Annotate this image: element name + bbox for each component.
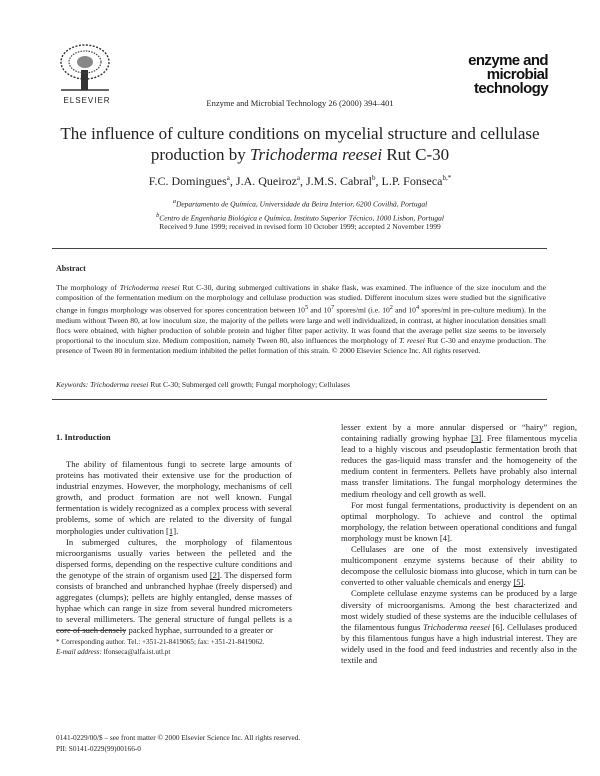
affiliation-b: [0, 210, 600, 224]
para-text: .: [523, 577, 526, 588]
para-text: The ability of filamentous fungi to secrete large amounts of proteins has motivated their extensive use for the production of industrial enzymes. However, the morphology, mechanisms of cell growth, and product formation are not well known. Fungal fermentation is widely recognized as a complex process with several problems, some of which are related to the diversity of fungal morphologies under cultivation: [56, 459, 293, 536]
para-text: . Free filamentous mycelia lead to a highly viscous and pseudoplastic fermentation broth that reduces the gas-liquid mass transfer and the homogeneity of the medium content in fermenters. Pellets have probably also internal mass transfer limitations. The fungal morphology determines the medium rheology and cell growth as well.: [341, 433, 578, 499]
brand-line-1: enzyme and: [468, 52, 548, 69]
title-line-1: The influence of culture conditions on mycelial structure and cellulase: [60, 124, 540, 143]
abs-text: spores/ml in pre-culture medium). In the medium without Tween 80, at low inoculum size, the majority of the pellets were large and well individualized, in contrast, at higher inoculation densities small flocs were obtained, with higher production of soluble protein and higher filter paper activity. It was found that the average pellet size seems to be inversely proportional to the inoculum size. Medium composition, namely Tween 80, also influences the morphology of: [56, 305, 546, 345]
author-4-affil: b,*: [442, 174, 452, 182]
title-strain: Rut C-30: [382, 145, 450, 164]
title-species: Trichoderma reesei: [250, 145, 383, 164]
elsevier-tree-logo: [55, 42, 115, 94]
para-text: .: [176, 525, 179, 536]
brand-line-2: microbial: [486, 66, 548, 83]
abs-exp: 5: [304, 304, 309, 311]
para-text: Complete cellulase enzyme systems can be produced by a large diversity of microorganisms. Among the best characterized and most widely studied of these systems are the inducible cellulases of the filamentous fungus: [341, 588, 577, 632]
abs-text: spores/ml (i.e. 10: [334, 305, 390, 315]
article-title: [50, 123, 550, 165]
publisher-name: ELSEVIER: [63, 96, 111, 105]
abs-exp: 2: [389, 304, 393, 311]
column-left: [56, 459, 292, 637]
divider-top: [52, 248, 547, 249]
affil-b-text: Centro de Engenharia Biológica e Química, Instituto Superior Técnico, 1000 Lisbon, Portugal: [159, 213, 444, 222]
section-heading: 1. Introduction: [56, 432, 111, 442]
email-line: [56, 647, 292, 657]
para-text: In submerged cultures, the morphology of filamentous microorganisms usually varies between the pelleted and the dispersed forms, depending on the respective culture conditions and the genotype of the strain of organism used: [56, 536, 292, 580]
author-1-affil: a: [226, 174, 230, 182]
abs-text: Rut C-30 and enzyme production. The presence of Tween 80 in fermentation medium inhibited the pellet formation of this strain. © 2000 Elsevier Science Inc. All rights reserved.: [56, 335, 546, 355]
para-text: . The dispersed form consists of branched and unbranched hyphae (freely dispersed) and aggregates (clumps); pellets are highly entangled, dense masses of hyphae which can range in size from several hundred micrometers to several millimeters. The general structure of fungal pellets is a core of such densely packed hyphae, surrounded to a greater or: [56, 569, 292, 636]
keywords-list: Rut C-30; Submerged cell growth; Fungal morphology; Cellulases: [148, 380, 350, 389]
abstract-body: [56, 283, 546, 356]
column-right: [341, 422, 577, 666]
para-text: [6]. Cellulases produced by this filamentous fungus have a high industrial interest. They are widely used in the food and feed industries and recently also in the textile and: [341, 621, 577, 665]
copyright-line: 0141-0229/00/$ – see front matter © 2000 Elsevier Science Inc. All rights reserved.: [56, 733, 301, 742]
page-footer: [56, 733, 300, 754]
paragraph: [341, 422, 577, 500]
abs-species: T. reesei: [399, 335, 425, 345]
abs-text: The morphology of: [56, 283, 120, 292]
paragraph: [56, 459, 292, 537]
divider-bottom: [52, 399, 547, 400]
author-4: , L.P. Fonseca: [375, 174, 443, 188]
reference-link[interactable]: [3]: [471, 433, 482, 444]
reference-link[interactable]: [1]: [166, 525, 177, 536]
corresponding-author: * Corresponding author. Tel.: +351-21-8419065; fax: +351-21-8419062.: [56, 638, 265, 646]
paragraph: [341, 588, 577, 666]
paragraph: [341, 544, 577, 588]
author-3: , J.M.S. Cabral: [300, 174, 372, 188]
journal-citation: Enzyme and Microbial Technology 26 (2000) 394–401: [206, 98, 394, 108]
author-2-affil: a: [296, 174, 300, 182]
journal-brand-logo: [468, 54, 548, 96]
abs-text: and 10: [392, 305, 416, 315]
para-text: Cellulases are one of the most extensively investigated multicomponent enzyme systems because of their ability to decompose the cellulosic biomass into glucose, which in turn can be converted to other valuable chemicals and energy: [341, 544, 577, 588]
title-text: production by: [150, 145, 251, 164]
keyword-species: Trichoderma reesei: [90, 380, 149, 389]
abs-text: Rut C-30, during submerged cultivations in shake flask, was examined. The influence of the size inoculum and the composition of the fermentation medium on the morphology and cellulase production was studied. Different inoculum sizes were studied but the significative change in fungus morphology was observed for spores concentration between 10: [56, 283, 546, 315]
affiliations: [0, 196, 600, 223]
paragraph: [56, 537, 292, 637]
received-dates: Received 9 June 1999; received in revised form 10 October 1999; accepted 2 November 1999: [159, 222, 441, 231]
abs-text: and 10: [308, 305, 332, 315]
abstract-heading: Abstract: [56, 264, 86, 273]
brand-line-3: technology: [473, 80, 548, 97]
affil-b-marker: b: [156, 211, 160, 219]
author-1: F.C. Domingues: [148, 174, 227, 188]
affiliation-a: [0, 196, 600, 210]
paragraph: For most fungal fermentations, productivity is dependent on an optimal morphology. To achieve and control the optimal morphology, the relation between operational conditions and fungal morphology must be known [4].: [341, 499, 577, 543]
reference-link[interactable]: [5]: [513, 577, 524, 588]
keywords: [56, 380, 546, 389]
title-line-2: [50, 144, 550, 165]
affil-a-marker: a: [172, 198, 176, 205]
email-label: E-mail address:: [56, 648, 102, 656]
abs-exp: 4: [415, 304, 420, 311]
para-text: lesser extent by a more annular dispersed or “hairy” region, containing radially growing hyphae: [341, 422, 577, 444]
abs-species: Trichoderma reesei: [119, 283, 180, 292]
pii-line: PII: S0141-0229(99)00166-0: [56, 743, 141, 753]
email-address[interactable]: lfonseca@alfa.ist.utl.pt: [101, 648, 171, 656]
author-2: , J.A. Queiroz: [229, 174, 297, 188]
footnote-rule: [56, 630, 126, 631]
species-name: Trichoderma reesei: [422, 621, 491, 632]
reference-link[interactable]: [2]: [209, 569, 220, 580]
keywords-label: Keywords:: [56, 380, 89, 389]
footnote: [56, 637, 292, 657]
abs-exp: 7: [331, 304, 335, 311]
affil-a-text: Departamento de Química, Universidade da Beira Interior, 6200 Covilhã, Portugal: [175, 199, 428, 209]
author-3-affil: b: [372, 174, 376, 182]
author-list: [0, 174, 600, 189]
